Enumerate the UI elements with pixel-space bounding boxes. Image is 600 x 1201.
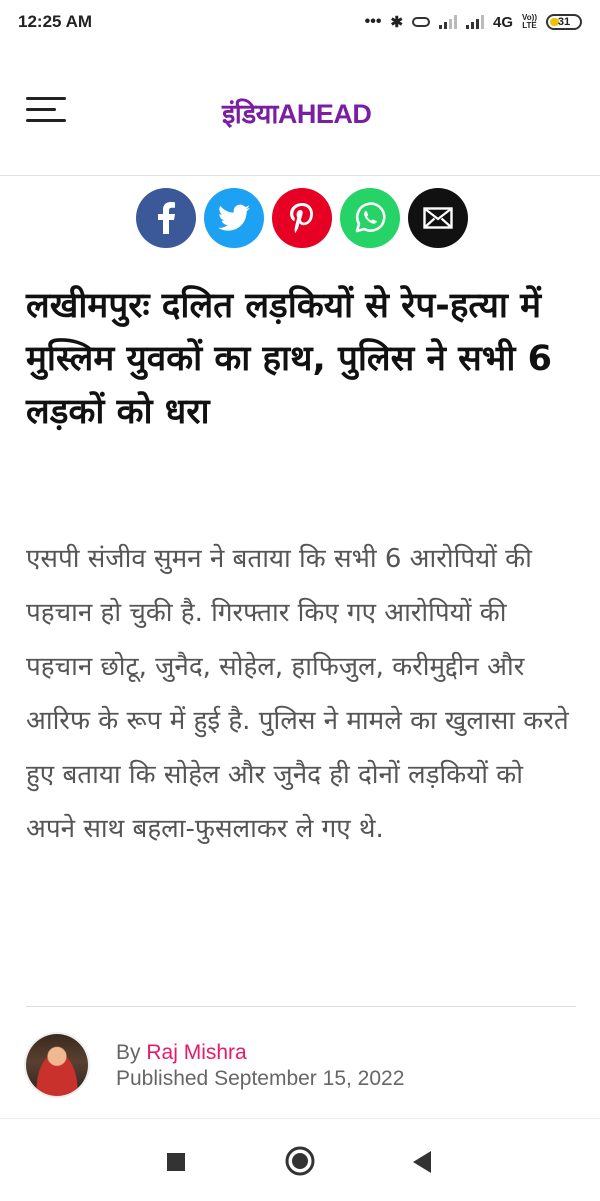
article-headline: लखीमपुरः दलित लड़कियों से रेप-हत्या में मुस्लिम युवकों का हाथ, पुलिस ने सभी 6 लड़कों को धरा: [26, 286, 552, 432]
recents-button[interactable]: [166, 1152, 186, 1176]
published-line: [116, 1066, 404, 1092]
site-header: [0, 44, 600, 176]
logo-english: AHEAD: [277, 99, 372, 129]
home-button[interactable]: [284, 1145, 316, 1181]
circle-icon: [284, 1145, 316, 1177]
site-logo[interactable]: [222, 94, 371, 131]
facebook-icon: [152, 202, 180, 234]
author-info: [26, 1034, 576, 1104]
vibrate-icon: [412, 17, 430, 27]
author-avatar[interactable]: [26, 1034, 88, 1096]
pinterest-share-button[interactable]: [272, 188, 332, 248]
status-icons: [365, 13, 582, 31]
status-bar: [0, 0, 600, 44]
pinterest-icon: [290, 203, 314, 233]
volte-bottom: LTE: [522, 21, 537, 30]
back-triangle-icon: [412, 1150, 432, 1174]
whatsapp-share-button[interactable]: [340, 188, 400, 248]
author-line: [116, 1040, 404, 1066]
facebook-share-button[interactable]: [136, 188, 196, 248]
volte-top: Vo)): [522, 13, 537, 22]
whatsapp-icon: [353, 201, 387, 235]
article-body: एसपी संजीव सुमन ने बताया कि सभी 6 आरोपियों की पहचान हो चुकी है. गिरफ्तार किए गए आरोपियों की पहचान छोटू, जुनैद, सोहेल, हाफिजुल, करीमुद्दीन और आरिफ के रूप में हुई है. पुलिस ने मामले का खुलासा करते हुए बताया कि सोहेल और जुनैद ही दोनों लड़कियों को अपने साथ बहला-फुसलाकर ले गए थे.: [26, 544, 569, 844]
menu-icon[interactable]: [26, 97, 66, 123]
system-navigation-bar: [0, 1118, 600, 1201]
logo-hindi: इंडिया: [222, 99, 278, 130]
published-date: September 15, 2022: [214, 1067, 405, 1090]
twitter-share-button[interactable]: [204, 188, 264, 248]
by-label: By: [116, 1041, 141, 1064]
volte-icon: [522, 14, 537, 30]
email-share-button[interactable]: [408, 188, 468, 248]
network-type: 4G: [493, 13, 514, 31]
envelope-icon: [423, 207, 453, 229]
bluetooth-icon: ✱: [390, 14, 404, 31]
notification-dots: •••: [364, 13, 382, 30]
author-meta: [116, 1040, 404, 1092]
square-icon: [166, 1152, 186, 1172]
share-buttons: [136, 188, 468, 248]
battery-icon: [546, 14, 582, 30]
twitter-icon: [218, 204, 250, 232]
published-label: Published: [116, 1067, 209, 1090]
battery-level: 31: [557, 16, 571, 28]
status-time: 12:25 AM: [18, 12, 93, 31]
signal-icon-1: [439, 15, 457, 29]
author-name-link[interactable]: Raj Mishra: [146, 1041, 247, 1064]
signal-icon-2: [466, 15, 484, 29]
back-button[interactable]: [412, 1150, 432, 1178]
divider: [26, 1006, 576, 1007]
